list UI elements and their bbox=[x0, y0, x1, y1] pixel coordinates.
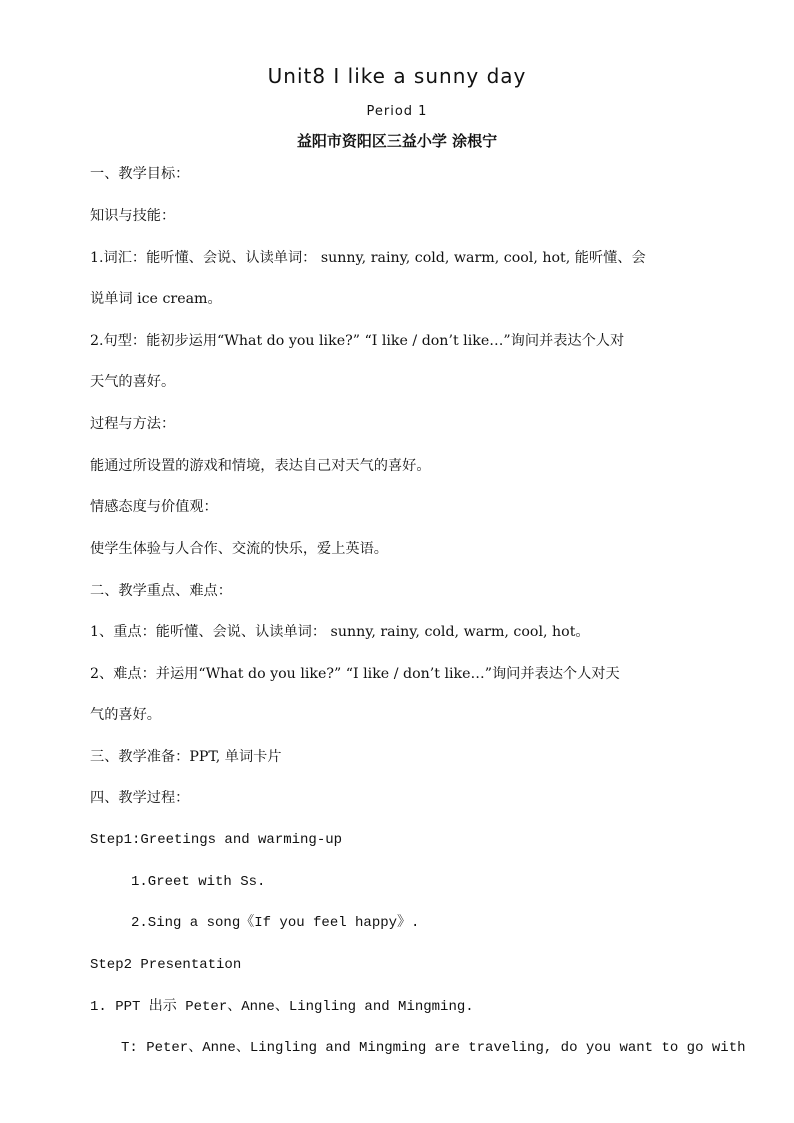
paragraph-line: 气的喜好。 bbox=[90, 707, 161, 723]
author-line: 益阳市资阳区三益小学 涂根宁 bbox=[296, 132, 498, 150]
paragraph-line: 能通过所设置的游戏和情境，表达自己对天气的喜好。 bbox=[90, 458, 431, 474]
section-heading-preparation: 三、教学准备：PPT, 单词卡片 bbox=[90, 749, 282, 765]
subheading-process-methods: 过程与方法： bbox=[90, 416, 176, 432]
paragraph-line: 说单词 ice cream。 bbox=[90, 291, 222, 307]
subheading-knowledge-skills: 知识与技能： bbox=[90, 208, 176, 224]
subheading-attitudes-values: 情感态度与价值观： bbox=[90, 499, 218, 515]
section-heading-procedure: 四、教学过程： bbox=[90, 790, 190, 806]
step-heading: Step1:Greetings and warming-up bbox=[90, 832, 343, 848]
paragraph-line: 1、重点：能听懂、会说、认读单词： sunny, rainy, cold, warm, cool, hot。 bbox=[90, 624, 590, 640]
document-title: Unit8 I like a sunny day bbox=[267, 64, 527, 88]
section-heading-objectives: 一、教学目标： bbox=[90, 166, 190, 182]
paragraph-line: 2.句型：能初步运用“What do you like?” “I like / don’t like…”询问并表达个人对 bbox=[90, 333, 625, 349]
paragraph-line: 使学生体验与人合作、交流的快乐，爱上英语。 bbox=[90, 541, 388, 557]
section-heading-key-points: 二、教学重点、难点： bbox=[90, 583, 232, 599]
paragraph-line: T: Peter、Anne、Lingling and Mingming are traveling, do you want to go with bbox=[121, 1040, 746, 1056]
paragraph-line: 天气的喜好。 bbox=[90, 374, 176, 390]
step-heading: Step2 Presentation bbox=[90, 957, 242, 973]
period-label: Period 1 bbox=[366, 104, 428, 119]
paragraph-line: 2、难点：并运用“What do you like?” “I like / don’t like…”询问并表达个人对天 bbox=[90, 666, 620, 682]
step-item: 2.Sing a song《If you feel happy》. bbox=[131, 915, 420, 931]
step-item: 1. PPT 出示 Peter、Anne、Lingling and Mingming. bbox=[90, 999, 474, 1015]
step-item: 1.Greet with Ss. bbox=[131, 874, 266, 890]
paragraph-line: 1.词汇：能听懂、会说、认读单词： sunny, rainy, cold, warm, cool, hot, 能听懂、会 bbox=[90, 250, 646, 266]
